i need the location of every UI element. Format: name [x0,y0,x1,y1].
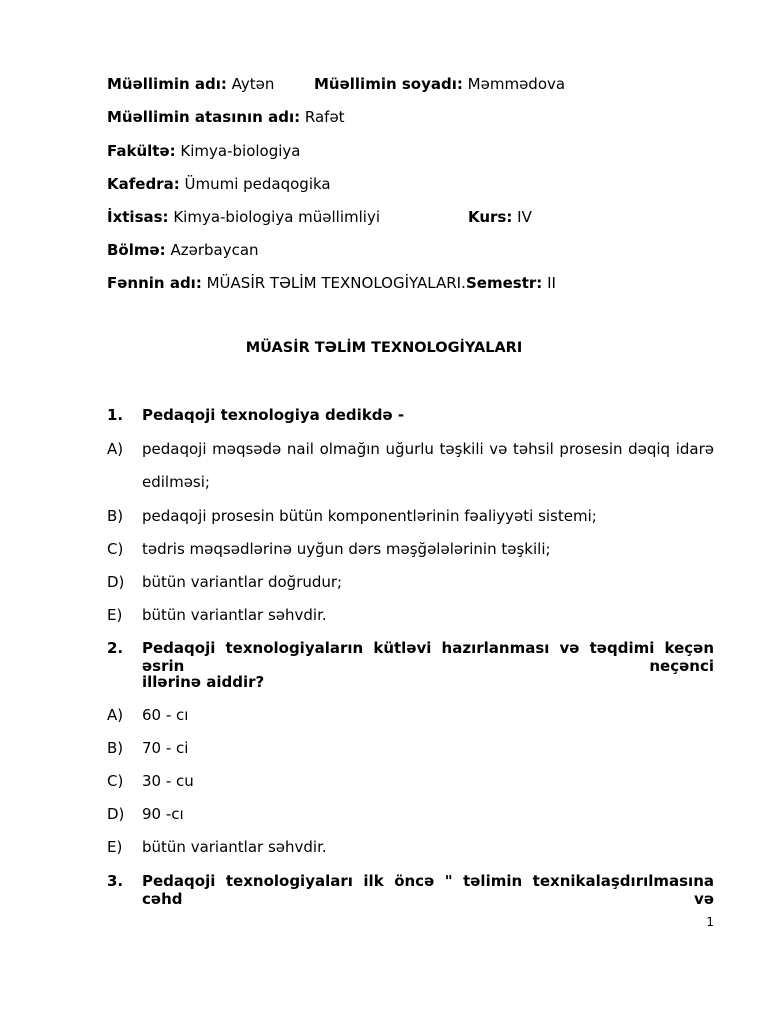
q1-option-b-text: pedaqoji prosesin bütün komponentlərinin fəaliyyəti sistemi; [142,507,597,525]
question-3-line1: Pedaqoji texnologiyaları ilk öncə " təlimin texnikalaşdırılmasına cəhd və [142,872,714,908]
question-2-line2: illərinə aiddir? [142,673,265,691]
q2-option-a-text: 60 - cı [142,706,189,724]
q1-option-b-letter: B) [107,507,124,525]
q2-option-e-letter: E) [107,838,123,856]
teacher-surname-line [314,75,565,93]
question-3-number: 3. [107,872,124,890]
q1-option-d-text: bütün variantlar doğrudur; [142,573,343,591]
course-line [468,208,532,226]
department-label: Kafedra: [107,175,180,193]
question-1-number: 1. [107,406,124,424]
teacher-surname-value: Məmmədova [467,75,566,93]
question-2-number: 2. [107,639,124,657]
subject-line [107,274,466,292]
teacher-surname-label: Müəllimin soyadı: [314,75,463,93]
q1-option-e-letter: E) [107,606,123,624]
subject-label: Fənnin adı: [107,274,202,292]
question-2-line1: Pedaqoji texnologiyaların kütləvi hazırlanması və təqdimi keçən əsrin neçənci [142,639,714,675]
section-value: Azərbaycan [170,241,259,259]
section-line [107,241,259,259]
teacher-name-label: Müəllimin adı: [107,75,227,93]
department-line [107,175,331,193]
specialty-line [107,208,380,226]
q1-option-d-letter: D) [107,573,125,591]
teacher-name-value: Aytən [231,75,275,93]
faculty-label: Fakültə: [107,142,176,160]
teacher-patronymic-line [107,108,345,126]
semester-value: II [547,274,556,292]
q2-option-b-text: 70 - ci [142,739,189,757]
q2-option-d-text: 90 -cı [142,805,184,823]
semester-label: Semestr: [466,274,543,292]
teacher-patronymic-value: Rafət [304,108,345,126]
q2-option-d-letter: D) [107,805,125,823]
faculty-value: Kimya-biologiya [180,142,301,160]
specialty-value: Kimya-biologiya müəllimliyi [173,208,381,226]
q1-option-c-letter: C) [107,540,124,558]
faculty-line [107,142,301,160]
course-label: Kurs: [468,208,513,226]
q1-option-a-line2: edilməsi; [142,473,210,491]
teacher-name-line [107,75,274,93]
q1-option-e-text: bütün variantlar səhvdir. [142,606,327,624]
q2-option-b-letter: B) [107,739,124,757]
specialty-label: İxtisas: [107,208,169,226]
page-number: 1 [706,915,714,929]
course-value: IV [517,208,532,226]
semester-line [466,274,556,292]
question-1-text: Pedaqoji texnologiya dedikdə - [142,406,405,424]
q2-option-e-text: bütün variantlar səhvdir. [142,838,327,856]
department-value: Ümumi pedaqogika [184,175,331,193]
q1-option-a-line1: pedaqoji məqsədə nail olmağın uğurlu təşkili və təhsil prosesin dəqiq idarə [142,440,714,458]
document-title: MÜASİR TƏLİM TEXNOLOGİYALARI [245,340,523,356]
q2-option-c-letter: C) [107,772,124,790]
section-label: Bölmə: [107,241,166,259]
subject-value: MÜASİR TƏLİM TEXNOLOGİYALARI. [206,274,466,292]
teacher-patronymic-label: Müəllimin atasının adı: [107,108,301,126]
q2-option-a-letter: A) [107,706,124,724]
q1-option-a-letter: A) [107,440,124,458]
q2-option-c-text: 30 - cu [142,772,194,790]
q1-option-c-text: tədris məqsədlərinə uyğun dərs məşğələlərinin təşkili; [142,540,551,558]
